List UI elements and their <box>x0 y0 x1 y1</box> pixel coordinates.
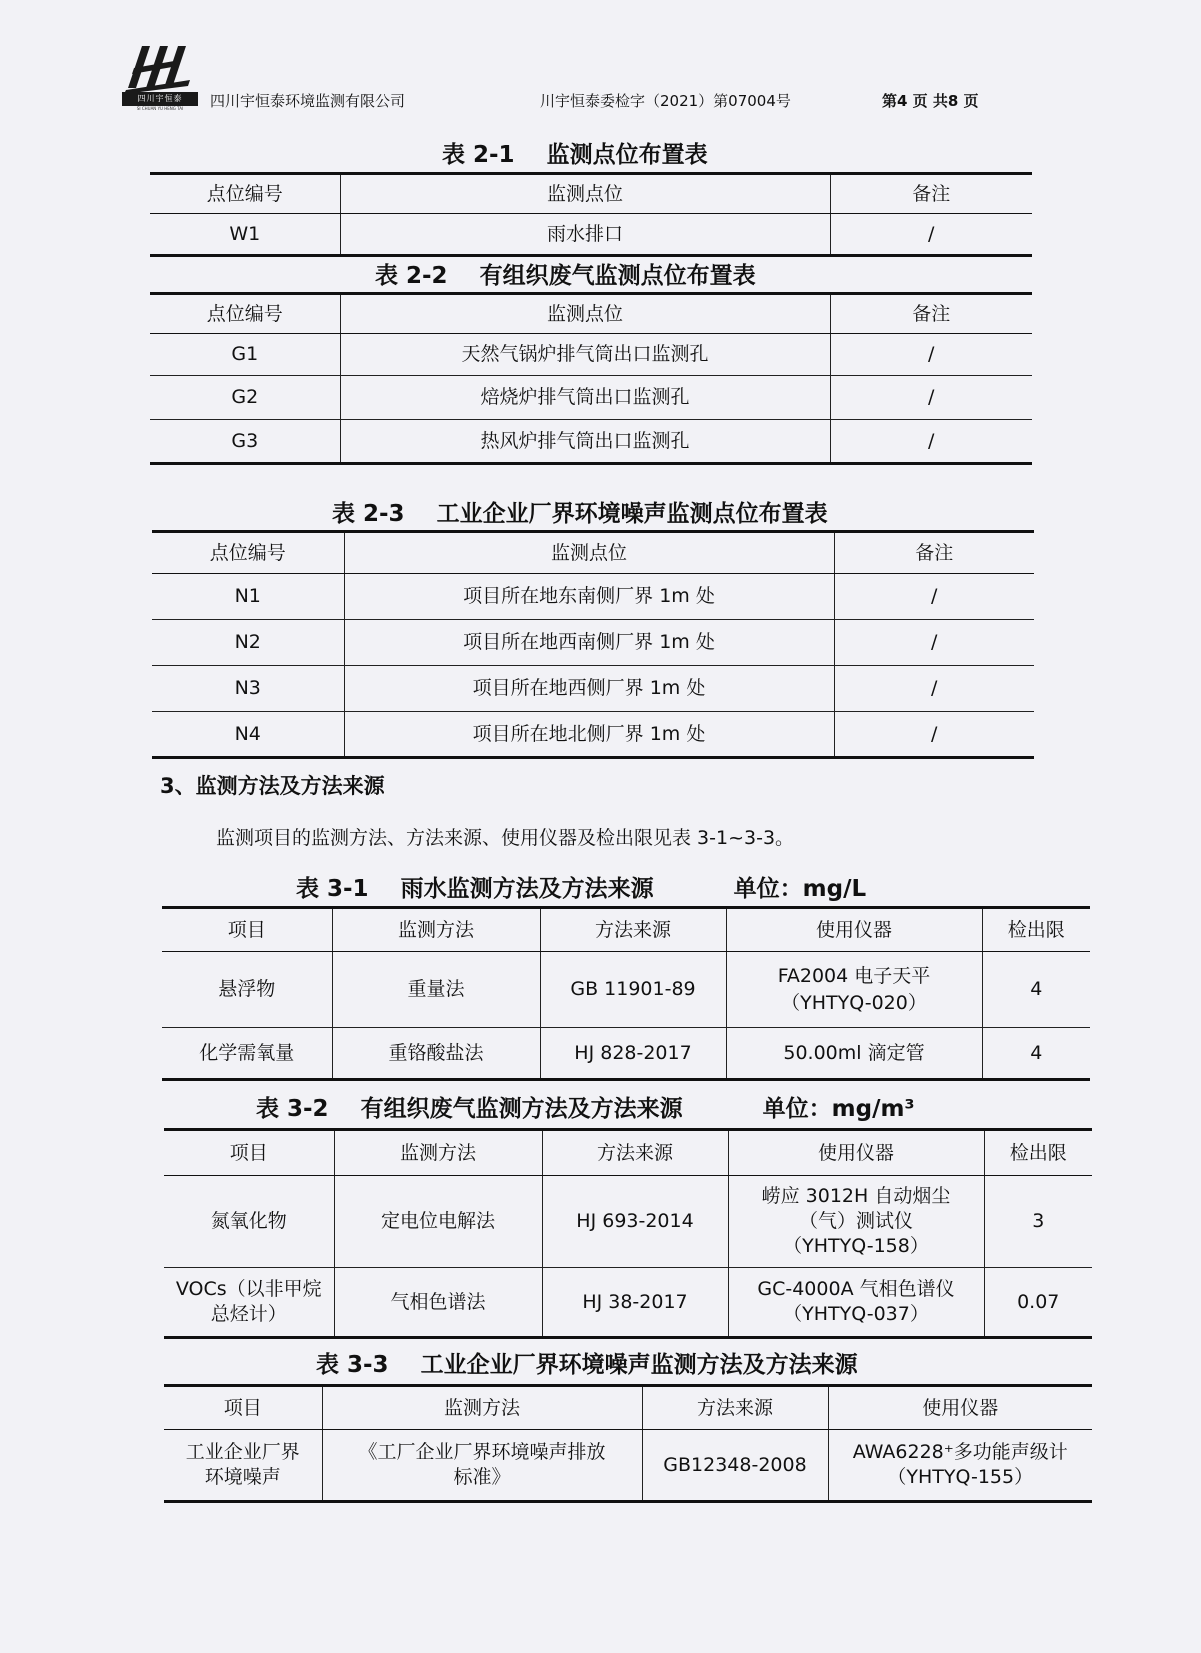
header-cell: 点位编号 <box>152 532 344 574</box>
header-cell: 方法来源 <box>542 1130 728 1176</box>
header-cell: 监测方法 <box>334 1130 542 1176</box>
table-cell: 天然气锅炉排气筒出口监测孔 <box>340 334 830 376</box>
table-cell: 项目所在地西南侧厂界 1m 处 <box>344 620 834 666</box>
table-3-3-caption: 表 3-3 工业企业厂界环境噪声监测方法及方法来源 <box>316 1352 858 1378</box>
table-cell: HJ 38-2017 <box>542 1268 728 1338</box>
table-cell: 焙烧炉排气筒出口监测孔 <box>340 376 830 420</box>
table-cell: / <box>834 666 1034 712</box>
table-cell: 定电位电解法 <box>334 1176 542 1268</box>
header-cell: 监测点位 <box>340 174 830 214</box>
table-3-1 <box>162 906 1090 1081</box>
table-cell: HJ 828-2017 <box>540 1028 726 1080</box>
table-cell: 0.07 <box>984 1268 1092 1338</box>
header-cell: 方法来源 <box>642 1386 828 1430</box>
table-2-1 <box>150 172 1032 257</box>
table-cell: 气相色谱法 <box>334 1268 542 1338</box>
table-cell: 项目所在地北侧厂界 1m 处 <box>344 712 834 758</box>
header-cell: 项目 <box>164 1386 322 1430</box>
table-cell: HJ 693-2014 <box>542 1176 728 1268</box>
header-cell: 备注 <box>830 174 1032 214</box>
table-row <box>150 376 1032 420</box>
table-row <box>164 1268 1092 1338</box>
table-cell: AWA6228⁺多功能声级计 （YHTYQ-155） <box>828 1430 1092 1502</box>
table-2-3-caption: 表 2-3 工业企业厂界环境噪声监测点位布置表 <box>332 501 828 527</box>
document-number: 川宇恒泰委检字（2021）第07004号 <box>540 92 791 110</box>
table-2-2-caption: 表 2-2 有组织废气监测点位布置表 <box>375 263 756 289</box>
table-cell: N3 <box>152 666 344 712</box>
table-cell: VOCs（以非甲烷 总烃计） <box>164 1268 334 1338</box>
table-row <box>152 666 1034 712</box>
table-row <box>162 1028 1090 1080</box>
table-cell: G1 <box>150 334 340 376</box>
table-cell: 4 <box>982 1028 1090 1080</box>
table-cell: 热风炉排气筒出口监测孔 <box>340 420 830 464</box>
table-cell: 化学需氧量 <box>162 1028 332 1080</box>
table-cell: G2 <box>150 376 340 420</box>
header-cell: 监测点位 <box>344 532 834 574</box>
header-cell: 项目 <box>162 908 332 952</box>
table-3-1-caption: 表 3-1 雨水监测方法及方法来源 单位：mg/L <box>296 876 867 902</box>
table-cell: GC-4000A 气相色谱仪 （YHTYQ-037） <box>728 1268 984 1338</box>
section-3-title: 3、监测方法及方法来源 <box>160 774 385 798</box>
table-cell: / <box>830 420 1032 464</box>
header-cell: 备注 <box>834 532 1034 574</box>
table-2-2 <box>150 292 1032 465</box>
table-cell: / <box>834 712 1034 758</box>
table-3-2 <box>164 1128 1092 1339</box>
header-cell: 使用仪器 <box>828 1386 1092 1430</box>
table-2-1-caption: 表 2-1 监测点位布置表 <box>442 142 708 168</box>
table-row <box>152 712 1034 758</box>
table-cell: 崂应 3012H 自动烟尘 （气）测试仪 （YHTYQ-158） <box>728 1176 984 1268</box>
table-cell: / <box>830 376 1032 420</box>
header-cell: 监测点位 <box>340 294 830 334</box>
table-row <box>150 334 1032 376</box>
table-3-2-caption: 表 3-2 有组织废气监测方法及方法来源 单位：mg/m³ <box>256 1096 915 1122</box>
table-row <box>150 214 1032 256</box>
table-row <box>162 952 1090 1028</box>
table-row <box>150 420 1032 464</box>
header-cell: 备注 <box>830 294 1032 334</box>
table-row <box>164 1430 1092 1502</box>
header-cell: 检出限 <box>984 1130 1092 1176</box>
table-cell: W1 <box>150 214 340 256</box>
page-header <box>120 38 1020 118</box>
table-cell: 工业企业厂界 环境噪声 <box>164 1430 322 1502</box>
table-cell: GB 11901-89 <box>540 952 726 1028</box>
page-number: 第4 页 共8 页 <box>882 92 979 110</box>
table-cell: 雨水排口 <box>340 214 830 256</box>
table-cell: / <box>834 574 1034 620</box>
header-cell: 使用仪器 <box>726 908 982 952</box>
table-3-3 <box>164 1384 1092 1503</box>
logo-subtitle: SI CHUAN YU HENG TAI <box>136 106 184 111</box>
table-cell: 氮氧化物 <box>164 1176 334 1268</box>
header-cell: 监测方法 <box>332 908 540 952</box>
header-cell: 监测方法 <box>322 1386 642 1430</box>
table-cell: 50.00ml 滴定管 <box>726 1028 982 1080</box>
table-cell: 悬浮物 <box>162 952 332 1028</box>
table-cell: 4 <box>982 952 1090 1028</box>
table-row <box>152 620 1034 666</box>
logo-text: 四川宇恒泰 <box>122 92 198 106</box>
table-row <box>164 1176 1092 1268</box>
table-cell: N1 <box>152 574 344 620</box>
header-cell: 使用仪器 <box>728 1130 984 1176</box>
table-row <box>152 574 1034 620</box>
header-cell: 点位编号 <box>150 294 340 334</box>
table-cell: 《工厂企业厂界环境噪声排放 标准》 <box>322 1430 642 1502</box>
table-cell: / <box>830 334 1032 376</box>
company-name: 四川宇恒泰环境监测有限公司 <box>210 92 406 110</box>
header-cell: 点位编号 <box>150 174 340 214</box>
header-cell: 方法来源 <box>540 908 726 952</box>
header-cell: 项目 <box>164 1130 334 1176</box>
table-cell: 3 <box>984 1176 1092 1268</box>
section-3-paragraph: 监测项目的监测方法、方法来源、使用仪器及检出限见表 3-1~3-3。 <box>216 827 795 849</box>
table-cell: FA2004 电子天平 （YHTYQ-020） <box>726 952 982 1028</box>
table-cell: GB12348-2008 <box>642 1430 828 1502</box>
table-cell: 项目所在地西侧厂界 1m 处 <box>344 666 834 712</box>
table-cell: N4 <box>152 712 344 758</box>
company-logo <box>120 38 200 112</box>
table-cell: / <box>830 214 1032 256</box>
table-cell: / <box>834 620 1034 666</box>
header-cell: 检出限 <box>982 908 1090 952</box>
table-cell: N2 <box>152 620 344 666</box>
table-cell: 重铬酸盐法 <box>332 1028 540 1080</box>
table-cell: 项目所在地东南侧厂界 1m 处 <box>344 574 834 620</box>
table-cell: G3 <box>150 420 340 464</box>
table-2-3 <box>152 530 1034 759</box>
table-cell: 重量法 <box>332 952 540 1028</box>
